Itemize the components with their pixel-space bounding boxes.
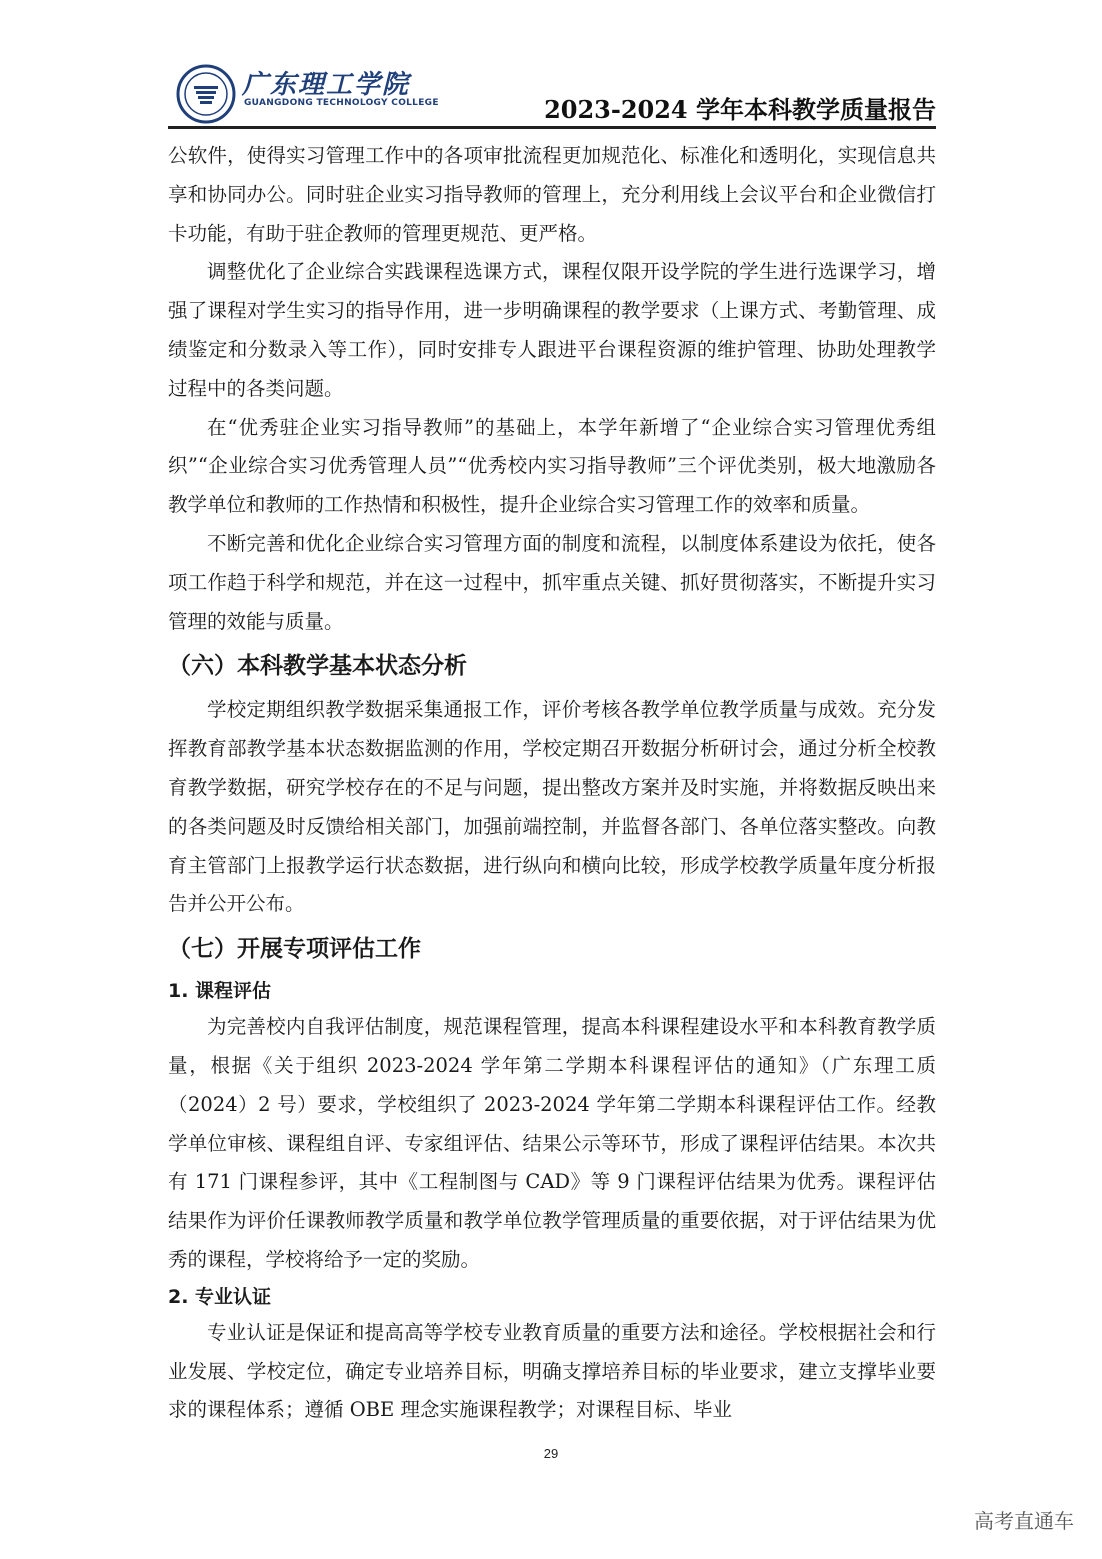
report-title: 2023-2024 学年本科教学质量报告 bbox=[544, 95, 936, 124]
watermark: 高考直通车 bbox=[974, 1509, 1074, 1533]
page-body bbox=[168, 137, 936, 1430]
paragraph: 学校定期组织教学数据采集通报工作，评价考核各教学单位教学质量与成效。充分发挥教育部教学基本状态数据监测的作用，学校定期召开数据分析研讨会，通过分析全校教育教学数据，研究学校存在的不足与问题，提出整改方案并及时实施，并将数据反映出来的各类问题及时反馈给相关部门，加强前端控制，并监督各部门、各单位落实整改。向教育主管部门上报教学运行状态数据，进行纵向和横向比较，形成学校教学质量年度分析报告并公开公布。 bbox=[168, 698, 936, 916]
paragraph: 专业认证是保证和提高高等学校专业教育质量的重要方法和途径。学校根据社会和行业发展、学校定位，确定专业培养目标，明确支撑培养目标的毕业要求，建立支撑毕业要求的课程体系；遵循 OBE 理念实施课程教学；对课程目标、毕业 bbox=[168, 1320, 936, 1422]
college-emblem-icon bbox=[176, 64, 236, 124]
paragraph: 不断完善和优化企业综合实习管理方面的制度和流程，以制度体系建设为依托，使各项工作趋于科学和规范，并在这一过程中，抓牢重点关键、抓好贯彻落实，不断提升实习管理的效能与质量。 bbox=[168, 531, 936, 633]
paragraph: 为完善校内自我评估制度，规范课程管理，提高本科课程建设水平和本科教育教学质量，根据《关于组织 2023-2024 学年第二学期本科课程评估的通知》（广东理工质（2024）2 号）要求，学校组织了 2023-2024 学年第二学期本科课程评估工作。经教学单位审核、课程组自评、专家组评估、结果公示等环节，形成了课程评估结果。本次共有 171 门课程参评，其中《工程制图与 CAD》等 9 门课程评估结果为优秀。课程评估结果作为评价任课教师教学质量和教学单位教学管理质量的重要依据，对于评估结果为优秀的课程，学校将给予一定的奖励。 bbox=[168, 1015, 936, 1271]
college-name-en: GUANGDONG TECHNOLOGY COLLEGE bbox=[244, 98, 439, 108]
paragraph: 在“优秀驻企业实习指导教师”的基础上，本学年新增了“企业综合实习管理优秀组织”“企业综合实习优秀管理人员”“优秀校内实习指导教师”三个评优类别，极大地激励各教学单位和教师的工作热情和积极性，提升企业综合实习管理工作的效率和质量。 bbox=[168, 415, 936, 517]
header-divider bbox=[168, 126, 936, 129]
subsection-heading-accreditation: 2. 专业认证 bbox=[168, 1285, 272, 1308]
paragraph: 调整优化了企业综合实践课程选课方式，课程仅限开设学院的学生进行选课学习，增强了课程对学生实习的指导作用，进一步明确课程的教学要求（上课方式、考勤管理、成绩鉴定和分数录入等工作），同时安排专人跟进平台课程资源的维护管理、协助处理教学过程中的各类问题。 bbox=[168, 260, 936, 400]
subsection-heading-course-evaluation: 1. 课程评估 bbox=[168, 980, 272, 1003]
paragraph: 公软件，使得实习管理工作中的各项审批流程更加规范化、标准化和透明化，实现信息共享和协同办公。同时驻企业实习指导教师的管理上，充分利用线上会议平台和企业微信打卡功能，有助于驻企教师的管理更规范、更严格。 bbox=[168, 144, 936, 245]
page-header bbox=[168, 60, 936, 126]
section-heading-7: （七）开展专项评估工作 bbox=[168, 936, 421, 963]
page-number: 29 bbox=[543, 1446, 559, 1461]
section-heading-6: （六）本科教学基本状态分析 bbox=[168, 653, 467, 680]
college-name-cn: 广东理工学院 bbox=[242, 70, 411, 100]
